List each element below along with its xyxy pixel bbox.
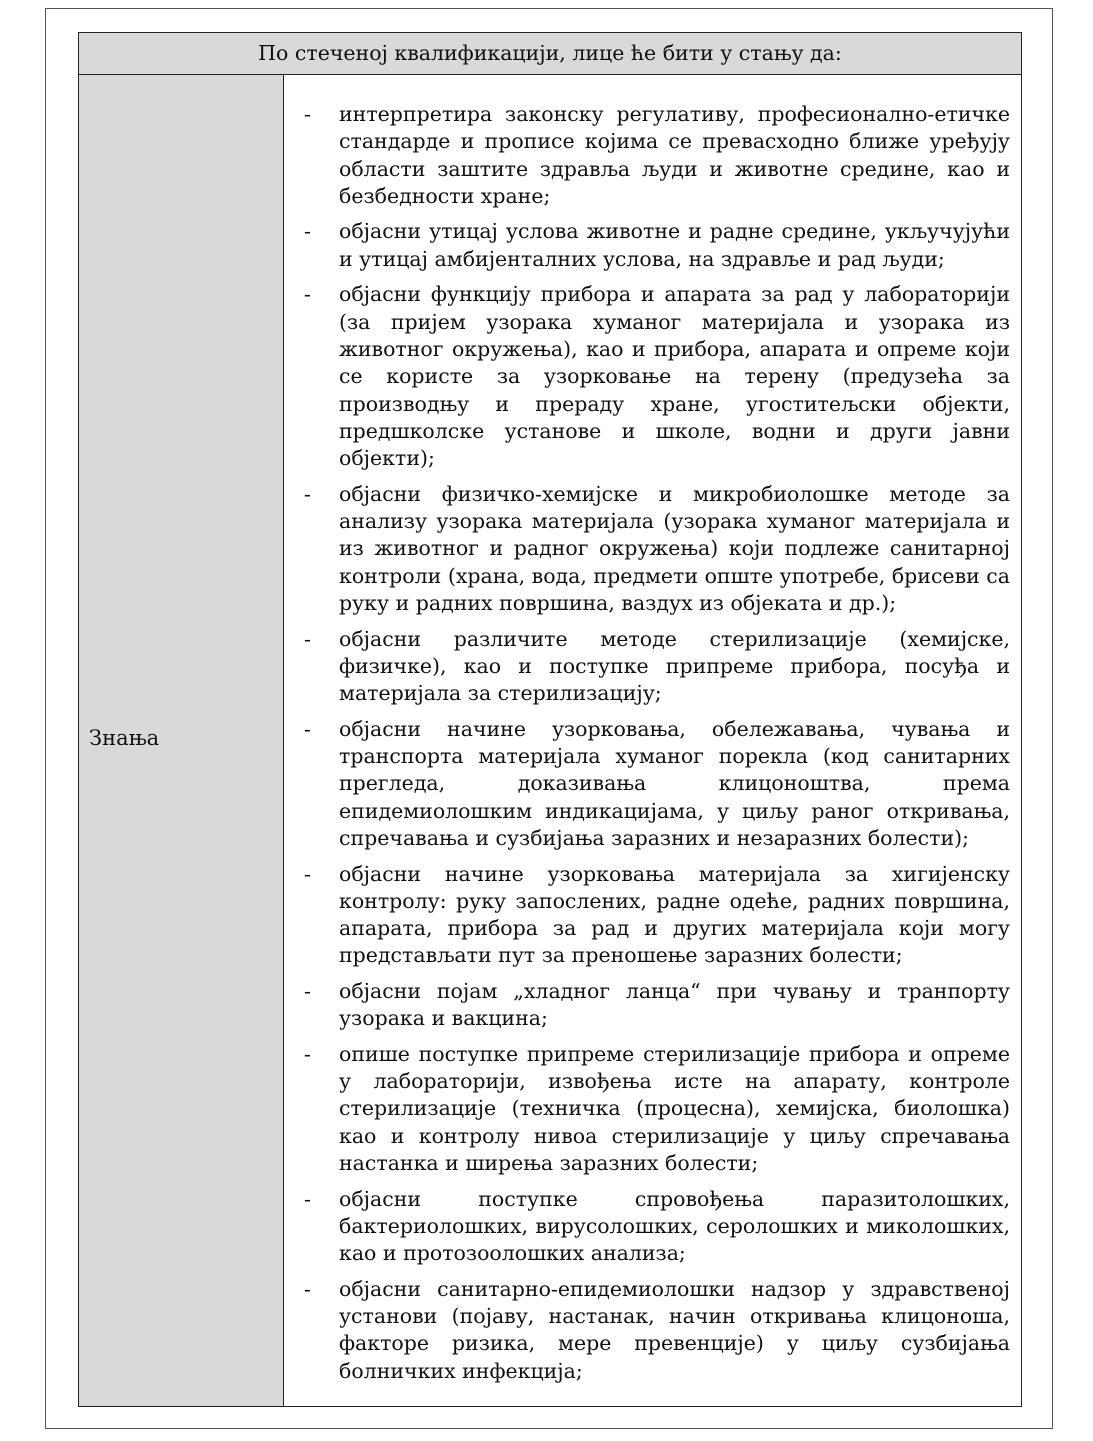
list-item-text: опише поступке припреме стерилизације прибора и опреме у лабораторији, извођења исте на апарату, контроле стерилизације (техничка (процесна), хемијска, биолошка) као и контролу нивоа стерилизације у циљу спречавања настанка и ширења заразних болести;: [339, 1041, 1010, 1176]
bullet-dash: -: [304, 102, 311, 126]
list-item: [304, 101, 1010, 210]
list-item-text: објасни поступке спровођења паразитолошких, бактериолошких, вирусолошких, серолошких и миколошких, као и протозоолошких анализа;: [339, 1186, 1010, 1266]
knowledge-list: [304, 101, 1010, 1385]
list-item: [304, 1041, 1010, 1177]
list-item: [304, 978, 1010, 1033]
table-header: [79, 33, 1021, 75]
list-item-text: објасни санитарно-епидемиолошки надзор у здравственој установи (појаву, настанак, начин откривања клицоноша, факторе ризика, мере превенције) у циљу сузбијања болничких инфекција;: [339, 1276, 1010, 1383]
bullet-dash: -: [304, 978, 311, 1003]
list-item-text: интерпретира законску регулативу, професионално-етичке стандарде и прописе којима се превасходно ближе уређују области заштите здравља људи и животне средине, као и безбедности хране;: [339, 102, 1010, 208]
list-item-text: објасни појам „хладног ланца“ при чувању и транпорту узорака и вакцина;: [339, 978, 1010, 1031]
list-item: [304, 626, 1010, 708]
bullet-dash: -: [304, 1276, 311, 1301]
bullet-dash: -: [304, 1041, 311, 1066]
list-item: [304, 218, 1010, 273]
bullet-dash: -: [304, 481, 311, 506]
list-item-text: објасни функцију прибора и апарата за рад у лабораторији (за пријем узорака хуманог материјала и узорака из животног окружења), као и прибора, апарата и опреме који се користе за узорковање на терену (предузећа за производњу и прераду хране, угоститељски објекти, предшколске установе и школе, водни и други јавни објекти);: [339, 282, 1010, 471]
bullet-dash: -: [304, 1186, 311, 1211]
list-item-text: објасни начине узорковања, обележавања, чувања и транспорта материјала хуманог порекла (код санитарних прегледа, доказивања клицоноштва, према епидемиолошким индикацијама, у циљу раног откривања, спречавања и сузбијања заразних и незаразних болести);: [339, 716, 1010, 850]
list-item-text: објасни утицај услова животне и радне средине, укључујући и утицај амбијенталних услова, на здравље и рад људи;: [339, 219, 1010, 271]
table-header-text: По стеченој квалификацији, лице ће бити у стању да:: [258, 41, 842, 66]
list-item: [304, 1276, 1010, 1385]
category-cell: [79, 75, 284, 1406]
bullet-dash: -: [304, 219, 311, 244]
bullet-dash: -: [304, 626, 311, 651]
items-cell: [284, 75, 1021, 1406]
list-item: [304, 1186, 1010, 1268]
list-item: [304, 861, 1010, 970]
category-label: Знања: [89, 725, 160, 750]
list-item: [304, 716, 1010, 852]
list-item: [304, 281, 1010, 472]
qualification-table: [78, 32, 1022, 1407]
list-item-text: објасни различите методе стерилизације (хемијске, физичке), као и поступке припреме прибора, посуђа и материјала за стерилизацију;: [339, 626, 1010, 706]
bullet-dash: -: [304, 861, 311, 886]
bullet-dash: -: [304, 716, 311, 741]
list-item-text: објасни физичко-хемијске и микробиолошке методе за анализу узорака материјала (узорака хуманог материјала и из животног и радног окружења) који подлеже санитарној контроли (храна, вода, предмети опште употребе, брисеви са руку и радних површина, ваздух из објеката и др.);: [339, 481, 1010, 615]
list-item-text: објасни начине узорковања материјала за хигијенску контролу: руку запослених, радне одеће, радних површина, апарата, прибора за рад и других материјала који могу представљати пут за преношење заразних болести;: [339, 861, 1010, 968]
bullet-dash: -: [304, 282, 311, 307]
list-item: [304, 481, 1010, 617]
